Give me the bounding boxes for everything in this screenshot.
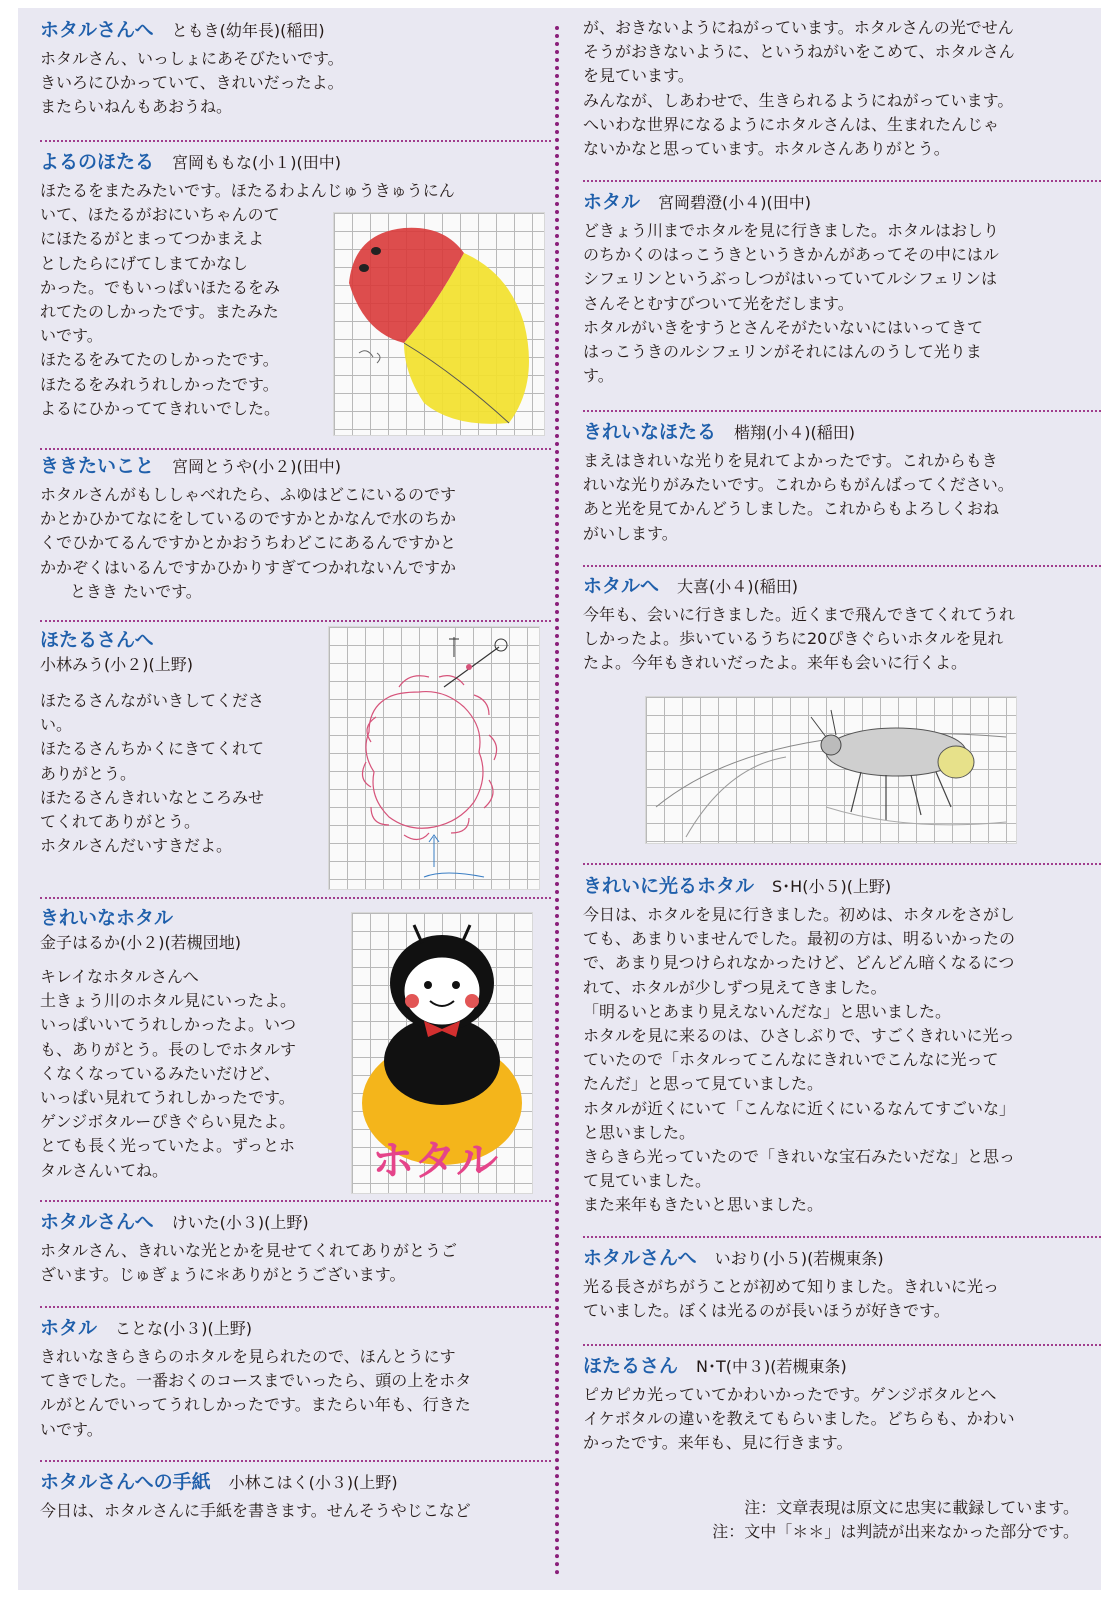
entry-text-line: いて、ほたるがおにいちゃんのて bbox=[40, 205, 280, 225]
entry-text-line: ほたるをまたみたいです。ほたるわよんじゅうきゅうにん bbox=[40, 181, 455, 200]
entry-text-line: ホタルを見に来るのは、ひさしぶりで、すごくきれいに光っ bbox=[583, 1026, 1015, 1046]
entry-text-line: まえはきれいな光りを見れてよかったです。これからもき bbox=[583, 451, 998, 470]
column-divider bbox=[555, 26, 559, 1576]
entry-text-line: また来年もきたいと思いました。 bbox=[583, 1195, 824, 1215]
entry-text-line: れてたのしかったです。またみた bbox=[40, 302, 279, 322]
entry-text-line: きらきら光っていたので「きれいな宝石みたいだな」と思っ bbox=[583, 1147, 1016, 1167]
entry-text-line: としたらにげてしまてかなし bbox=[40, 253, 249, 273]
entry-author: ともき(幼年長)(稲田) bbox=[171, 21, 325, 40]
entry-title: ホタルさんへの手紙 bbox=[40, 1471, 211, 1493]
letter-entry bbox=[40, 1210, 551, 1287]
letter-entry bbox=[40, 454, 551, 604]
pencil-firefly-icon bbox=[646, 697, 1016, 843]
entry-title: ほたるさんへ bbox=[40, 629, 154, 651]
letter-entry bbox=[583, 190, 1101, 388]
entry-text-line: で、あまり見つけられなかったけど、どんどん暗くなるにつ bbox=[583, 953, 1015, 973]
entry-text-line: い。 bbox=[40, 715, 73, 735]
entry-text-line: を見ています。 bbox=[583, 66, 694, 86]
firefly-drawing-cartoon bbox=[351, 912, 533, 1194]
entry-text-line: 土きょう川のホタル見にいったよ。 bbox=[40, 991, 297, 1011]
entry-text-line: ていたので「ホタルってこんなにきれいでこんなに光って bbox=[583, 1050, 999, 1070]
entry-divider bbox=[583, 863, 1101, 865]
letter-entry bbox=[40, 1470, 551, 1523]
drawing-caption: ホタル bbox=[372, 1136, 499, 1185]
entry-divider bbox=[583, 1236, 1101, 1238]
entry-text-line: ありがとう。 bbox=[40, 763, 137, 783]
entry-text-line: かった。でもいっぱいほたるをみ bbox=[40, 277, 281, 297]
entry-text-line: ホタルさん、きれいな光とかを見せてくれてありがとうご bbox=[40, 1241, 457, 1260]
entry-author: 金子はるか(小２)(若槻団地) bbox=[40, 933, 241, 952]
entry-text-line: あと光を見てかんどうしました。これからもよろしくおね bbox=[583, 499, 1000, 519]
letter-entry bbox=[583, 574, 1101, 676]
entry-text-line: ピカピカ光っていてかわいかったです。ゲンジボタルとへ bbox=[583, 1385, 997, 1404]
entry-text-line: 「明るいとあまり見えないんだな」と思いました。 bbox=[583, 1001, 952, 1021]
footnote: 注：文中「＊＊」は判読が出来なかった部分です。 bbox=[712, 1522, 1079, 1541]
entry-text-line: がいします。 bbox=[583, 523, 678, 543]
letter-entry-continued bbox=[583, 16, 1101, 161]
entry-text-line: いっぱい見れてうれしかったです。 bbox=[40, 1088, 295, 1108]
entry-author: 宮岡ももな(小１)(田中) bbox=[172, 153, 341, 172]
entry-text-line: へいわな世界になるようにホタルさんは、生まれたんじゃ bbox=[583, 114, 1000, 134]
entry-title: ホタルへ bbox=[583, 575, 660, 597]
firefly-drawing-red-yellow bbox=[333, 212, 545, 436]
entry-text-line: 光る長さがちがうことが初めて知りました。きれいに光っ bbox=[583, 1277, 1000, 1296]
entry-text-line: はっこうきのルシフェリンがそれにはんのうして光りま bbox=[583, 342, 982, 362]
entry-text-line: かとかひかてなにをしているのですかとかなんで水のちか bbox=[40, 509, 457, 529]
entry-title: ホタルさんへ bbox=[40, 1211, 154, 1233]
entry-text-line: ても、あまりいませんでした。最初の方は、明るいかったの bbox=[583, 929, 1016, 949]
entry-author: けいた(小３)(上野) bbox=[171, 1213, 309, 1232]
entry-text-line: ホタルさん、いっしょにあそびたいです。 bbox=[40, 49, 344, 68]
entry-text-line: いです。 bbox=[40, 1419, 103, 1439]
entry-title: きれいなほたる bbox=[583, 421, 717, 443]
entry-divider bbox=[40, 620, 551, 622]
entry-text-line: ほたるさんながいきしてくださ bbox=[40, 691, 265, 710]
entry-author: ことな(小３)(上野) bbox=[115, 1319, 252, 1338]
entry-text-line: タルさんいてね。 bbox=[40, 1160, 169, 1180]
entry-title: ホタルさんへ bbox=[583, 1247, 697, 1269]
entry-text-line: ホタルが近くにいて「こんなに近くにいるなんてすごいな」 bbox=[583, 1098, 1016, 1118]
firefly-drawing-pink-wreath bbox=[328, 626, 540, 890]
entry-divider bbox=[40, 448, 551, 450]
entry-text-line: しかったよ。歩いているうちに20ぴきぐらいホタルを見れ bbox=[583, 629, 1004, 649]
page bbox=[18, 8, 1101, 1590]
entry-text-line: さんそとむすびついて光をだします。 bbox=[583, 293, 854, 313]
entry-author: 小林みう(小２)(上野) bbox=[40, 655, 193, 674]
firefly-drawing-icon bbox=[334, 213, 544, 435]
entry-divider bbox=[40, 1460, 551, 1462]
entry-text-line: イケボタルの違いを教えてもらいました。どちらも、かわい bbox=[583, 1409, 1015, 1429]
entry-author: S･H(小５)(上野) bbox=[772, 877, 892, 896]
entry-text-line: たんだ」と思って見ていました。 bbox=[583, 1074, 824, 1094]
entry-text-line: ホタルさんがもししゃべれたら、ふゆはどこにいるのです bbox=[40, 485, 457, 504]
entry-text-line: そうがおきないように、というねがいをこめて、ホタルさん bbox=[583, 42, 1015, 62]
entry-text-line: ほたるをみてたのしかったです。 bbox=[40, 350, 279, 370]
entry-text-line: シフェリンというぶっしつがはいっていてルシフェリンは bbox=[583, 269, 998, 289]
entry-author: N･T(中３)(若槻東条) bbox=[696, 1357, 847, 1376]
entry-text-line: てくれてありがとう。 bbox=[40, 812, 201, 832]
entry-divider bbox=[40, 897, 551, 899]
entry-title: ホタルさんへ bbox=[40, 19, 154, 41]
entry-text-line: ときき たいです。 bbox=[70, 581, 202, 601]
entry-text-line: のちかくのはっこうきというきかんがあってその中にはル bbox=[583, 245, 999, 265]
wreath-drawing-icon bbox=[329, 627, 539, 889]
entry-text-line: どきょう川までホタルを見に行きました。ホタルはおしり bbox=[583, 221, 1000, 240]
letter-entry bbox=[40, 1316, 551, 1442]
entry-text-line: きれいなきらきらのホタルを見られたので、ほんとうにす bbox=[40, 1347, 456, 1366]
entry-text-line: ホタルさんだいすきだよ。 bbox=[40, 836, 233, 856]
entry-text-line: かかぞくはいるんですかひかりすぎてつかれないんですか bbox=[40, 557, 457, 577]
entry-text-line: も、ありがとう。長のしでホタルす bbox=[40, 1039, 297, 1059]
entry-author: いおり(小５)(若槻東条) bbox=[714, 1249, 884, 1268]
entry-text-line: ほたるさんちかくにきてくれて bbox=[40, 739, 265, 759]
entry-text-line: て見ていました。 bbox=[583, 1171, 712, 1191]
letter-entry bbox=[583, 420, 1101, 546]
firefly-drawing-pencil bbox=[645, 696, 1017, 844]
entry-text-line: いです。 bbox=[40, 326, 103, 346]
entry-text-line: す。 bbox=[583, 366, 614, 386]
entry-title: よるのほたる bbox=[40, 151, 155, 173]
entry-divider bbox=[40, 1306, 551, 1308]
entry-text-line: ホタルがいきをすうとさんそがたいないにはいってきて bbox=[583, 317, 984, 337]
entry-text-line: 今日は、ホタルさんに手紙を書きます。せんそうやじこなど bbox=[40, 1501, 471, 1520]
entry-text-line: くでひかてるんですかとかおうちわどこにあるんですかと bbox=[40, 533, 457, 553]
entry-text-line: とても長く光っていたよ。ずっとホ bbox=[40, 1136, 296, 1156]
letter-entry bbox=[583, 874, 1101, 1218]
entry-text-line: ざいます。じゅぎょうに＊ありがとうございます。 bbox=[40, 1265, 406, 1285]
entry-text-line: てきでした。一番おくのコースまでいったら、頭の上をホタ bbox=[40, 1371, 472, 1391]
cartoon-firefly-icon bbox=[352, 913, 532, 1193]
footnote: 注：文章表現は原文に忠実に載録しています。 bbox=[744, 1498, 1079, 1517]
entry-text-line: れて、ホタルが少しずつ見えてきました。 bbox=[583, 977, 887, 997]
entry-text-line: またらいねんもあおうね。 bbox=[40, 97, 233, 117]
entry-title: ホタル bbox=[40, 1317, 98, 1339]
entry-author: 楷翔(小４)(稲田) bbox=[734, 423, 855, 442]
entry-author: 小林こはく(小３)(上野) bbox=[228, 1473, 398, 1492]
entry-divider bbox=[40, 140, 551, 142]
entry-divider bbox=[40, 1200, 551, 1202]
entry-text-line: くなくなっているみたいだけど、 bbox=[40, 1063, 281, 1083]
entry-title: ききたいこと bbox=[40, 455, 155, 477]
entry-text-line: きいろにひかっていて、きれいだったよ。 bbox=[40, 73, 344, 93]
entry-title: きれいなホタル bbox=[40, 907, 174, 929]
entry-text-line: にほたるがとまってつかまえよ bbox=[40, 229, 265, 249]
entry-text-line: かったです。来年も、見に行きます。 bbox=[583, 1433, 853, 1453]
entry-text-line: と思いました。 bbox=[583, 1122, 696, 1142]
entry-divider bbox=[583, 180, 1101, 182]
entry-text-line: ほたるをみれうれしかったです。 bbox=[40, 374, 279, 394]
entry-text-line: ほたるさんきれいなところみせ bbox=[40, 787, 265, 807]
entry-text-line: ゲンジボタルーぴきぐらい見たよ。 bbox=[40, 1112, 296, 1132]
entry-title: ホタル bbox=[583, 191, 641, 213]
entry-author: 大喜(小４)(稲田) bbox=[677, 577, 798, 596]
entry-divider bbox=[583, 410, 1101, 412]
entry-text-line: ていました。ぼくは光るのが長いほうが好きです。 bbox=[583, 1301, 950, 1321]
entry-text-line: たよ。今年もきれいだったよ。来年も会いに行くよ。 bbox=[583, 653, 968, 673]
letter-entry bbox=[583, 1246, 1101, 1323]
entry-author: 宮岡碧澄(小４)(田中) bbox=[658, 193, 811, 212]
entry-text-line: キレイなホタルさんへ bbox=[40, 967, 199, 986]
footnotes bbox=[712, 1496, 1079, 1544]
entry-text-line: ルがとんでいってうれしかったです。またらい年も、行きた bbox=[40, 1395, 471, 1415]
entry-author: 宮岡とうや(小２)(田中) bbox=[172, 457, 341, 476]
entry-text-line: 今日は、ホタルを見に行きました。初めは、ホタルをさがし bbox=[583, 905, 1016, 924]
entry-text-line: いっぱいいてうれしかったよ。いつ bbox=[40, 1015, 297, 1035]
letter-entry bbox=[40, 18, 551, 120]
entry-text-line: よるにひかっててきれいでした。 bbox=[40, 398, 281, 418]
entry-title: きれいに光るホタル bbox=[583, 875, 755, 897]
entry-divider bbox=[583, 565, 1101, 567]
entry-text-line: 今年も、会いに行きました。近くまで飛んできてくれてうれ bbox=[583, 605, 1016, 624]
entry-text-line: みんなが、しあわせで、生きられるようにねがっています。 bbox=[583, 90, 1014, 110]
entry-text-line: れいな光りがみたいです。これからもがんばってください。 bbox=[583, 475, 1014, 495]
entry-divider bbox=[583, 1344, 1101, 1346]
entry-text-line: が、おきないようにねがっています。ホタルさんの光でせん bbox=[583, 18, 1014, 37]
entry-title: ほたるさん bbox=[583, 1355, 679, 1377]
entry-text-line: ないかなと思っています。ホタルさんありがとう。 bbox=[583, 139, 950, 159]
letter-entry bbox=[583, 1354, 1101, 1456]
